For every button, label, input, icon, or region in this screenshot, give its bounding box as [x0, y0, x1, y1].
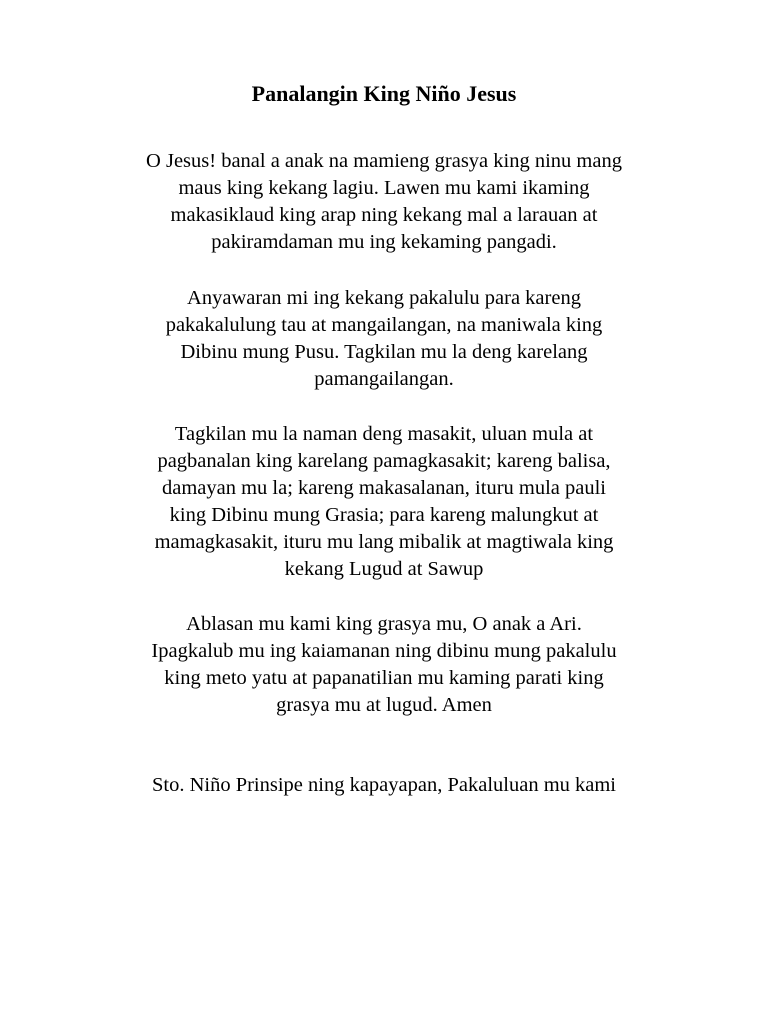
- prayer-paragraph: [84, 611, 684, 719]
- text-line: Tagkilan mu la naman deng masakit, uluan mula at: [174, 423, 594, 445]
- text-line: king Dibinu mung Grasia; para kareng malungkut at: [169, 504, 599, 526]
- text-line: pakakalulung tau at mangailangan, na maniwala king: [165, 314, 603, 336]
- text-line: makasiklaud king arap ning kekang mal a larauan at: [170, 204, 598, 226]
- prayer-paragraph: [84, 285, 684, 393]
- text-line: Anyawaran mi ing kekang pakalulu para kareng: [187, 287, 581, 309]
- text-line: damayan mu la; kareng makasalanan, ituru mula pauli: [161, 477, 606, 499]
- text-line: grasya mu at lugud. Amen: [276, 694, 492, 716]
- prayer-paragraph: [84, 421, 684, 583]
- text-line: maus king kekang lagiu. Lawen mu kami ikaming: [178, 177, 590, 199]
- text-line: pagbanalan king karelang pamagkasakit; kareng balisa,: [157, 450, 611, 472]
- closing-line: [84, 772, 684, 799]
- text-line: mamagkasakit, ituru mu lang mibalik at magtiwala king: [154, 531, 614, 553]
- page-title: Panalangin King Niño Jesus: [251, 81, 517, 106]
- prayer-paragraph: [84, 148, 684, 256]
- text-line: king meto yatu at papanatilian mu kaming parati king: [164, 667, 604, 689]
- text-line: O Jesus! banal a anak na mamieng grasya king ninu mang: [146, 150, 622, 172]
- text-line: pamangailangan.: [314, 368, 454, 390]
- text-line: Ipagkalub mu ing kaiamanan ning dibinu mung pakalulu: [151, 640, 617, 662]
- text-line: Ablasan mu kami king grasya mu, O anak a Ari.: [186, 613, 582, 635]
- text-line: pakiramdaman mu ing kekaming pangadi.: [211, 231, 557, 253]
- text-line: Dibinu mung Pusu. Tagkilan mu la deng karelang: [180, 341, 588, 363]
- text-line: Sto. Niño Prinsipe ning kapayapan, Pakaluluan mu kami: [151, 774, 617, 796]
- text-line: kekang Lugud at Sawup: [284, 558, 484, 580]
